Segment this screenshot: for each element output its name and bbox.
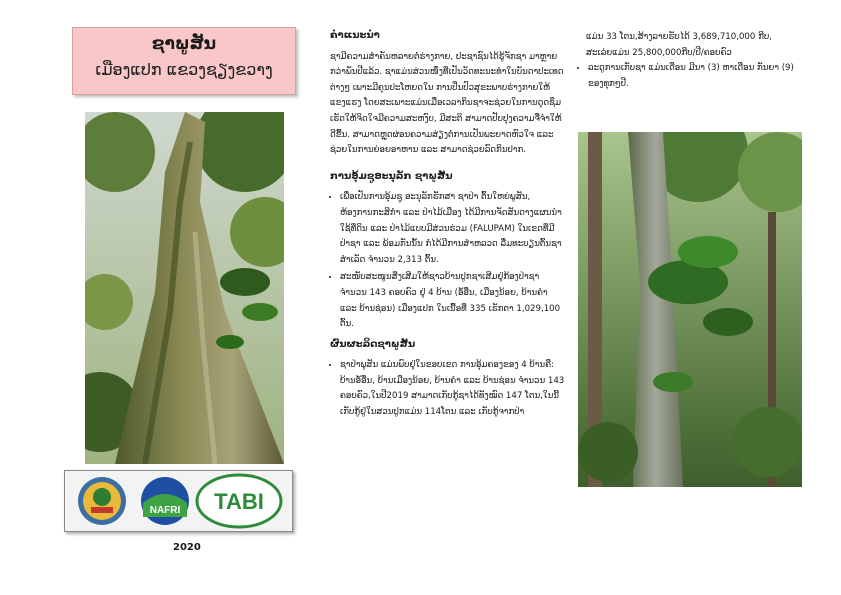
list-item: • ຊາປ່າພູສັນ ແມ່ນພົບຢູ່ໃນຂອບເຂດ ການອຸ້ມຄອງຂອງ 4 ບ້ານຄື: ບ້ານອໍ້ອື່ນ, ບ້ານເມືອງນ້ອຍ, ບ້ານຄຳ ແລະ ບ້ານຊ່ອນ ຈຳນວນ 143 ຄອບຄົວ,ໃນປີ2019 ສາມາດເກັບກູ້ຊາໄດ້ທັງໝົດ 147 ໂຕນ,ໃນນີ້ເກັບກູ້ຢູ່ໃນສວນປູກແມ່ນ 114ໂຕນ ແລະ ເກັບກູ້ຈາກປ່າ (340, 358, 565, 420)
middle-column (330, 26, 565, 425)
publication-year: 2020 (173, 542, 201, 553)
tabi-logo-text: TABI (214, 489, 264, 514)
title-box (72, 27, 296, 95)
title-line1: ຊາພູສັນ (151, 34, 217, 54)
title-line2: ເມືອງແປກ ແຂວງຊຽງຂວາງ (95, 60, 273, 79)
tabi-logo (197, 475, 281, 527)
list-item: • ເພື່ອເປັນການອຸ້ມຊູ ອະນຸລັກຮັກສາ ຊາປ່າ ຕົ້ນໃຫຍ່ພູສັນ, ຫ້ອງການກະສິກຳ ແລະ ປ່າໄມ້ເມືອງ ໄດ້ມີການຈັດສັນດາງແຜນນຳໃຊ້ທີ່ດິນ ແລະ ປ່າໄມ້ແບບມີສ່ວນຮ່ວມ (FALUPAM) ໃນເຂດທີ່ມີ ປ່າຊາ ແລະ ພ້ອມກັນນັ້ນ ກໍ່ໄດ້ມີການສຳຫລວດ ລື່ມທະບຽນຕົ້ນຊາ ສຳເລັດ ຈຳນວນ 2,313 ຕົ້ນ. (340, 190, 565, 268)
partner-logos (64, 470, 293, 532)
conservation-heading: ການອຸ້ມຊູອະນຸລັກ ຊາພູສັນ (330, 170, 453, 182)
production-heading: ຜົນຜະລິດຊາພູສັນ (330, 338, 416, 350)
conservation-list (330, 190, 565, 332)
nafri-logo-text: NAFRI (149, 505, 181, 516)
intro-heading: ຄຳແນະນຳ (330, 30, 380, 41)
right-column (578, 30, 798, 96)
production-continued-text: ແມ່ນ 33 ໂຕນ,ສ້າງລາຍຮັບໄດ້ 3,689,710,000 ກີບ, ສະເລ່ຍແມ່ນ 25,800,000ກີບ/ປີ/ຄອບຄົວ (586, 32, 772, 58)
intro-text: ຊາມີຄວາມສຳຄັນຫລາຍຕໍ່ຮ່າງກາຍ, ປະຊາຊົນໄດ້ຮູ້ຈັກຊາ ມາຫຼາຍກວ່າພັນປີແລ້ວ. ຊາແມ່ນສ່ວນໜຶ່ງທີ່ເປັນວັດທະນະທຳໃນບັນດາປະເທດຕ່າງໆ ເພາະມີຄຸນປະໂຫຍດໃນ ການປິ່ນປົວສຸຂະພາບຮ່າງກາຍໃຫ້ແຂງແຮງ ໂດຍສະເພາະແມ່ນເມື່ອເວລາກິນຊາຈະຊ່ວຍໃນການດູດຊຶມ ເຮັດໃຫ້ຈິດໃຈມີຄວາມສະຫງົບ, ມີສະຕິ ສາມາດປັບປຸງຄວາມຈື່ຈຳໃຫ້ດີຂື້ນ. ສາມາດຫຼຸດຜ່ອນຄວາມສ່ຽງຕໍ່ການເປັນພະຍາດຫົວໃຈ ແລະ ຊ່ວຍໃນການຍ່ອຍອາຫານ ແລະ ສາມາດຊ່ວຍລົດກິນປາກ. (330, 51, 564, 156)
harvest-season-list (578, 61, 798, 92)
nafri-logo (141, 477, 189, 525)
list-item: • ລະດູການເກັບຊາ ແມ່ນເດືອນ ມີນາ (3) ຫາເດືອນ ກັນຍາ (9) ຂອງທຸກໆປີ. (588, 61, 798, 92)
tea-forest-photo (578, 132, 802, 487)
production-list (330, 358, 565, 420)
list-item: • ສະໜັບສະໜູນສິ່ງເສີມໃຫ້ຊາວບ້ານປູກຊາເສີມຢູ່ກ້ອງປ່າຊາຈຳນວນ 143 ຄອບຄົວ ຢູ່ 4 ບ້ານ (ອໍ້ອື່ນ, ເມືອງນ້ອຍ, ບ້ານຄຳ ແລະ ບ້ານຊ່ອນ) ເມືອງແປກ ໃນເນື້ອທີ່ 335 ເຮັກຕາ 1,029,100 ຕົ້ນ. (340, 270, 565, 332)
lao-emblem-logo (78, 477, 126, 525)
tea-tree-trunk-photo (85, 112, 284, 464)
